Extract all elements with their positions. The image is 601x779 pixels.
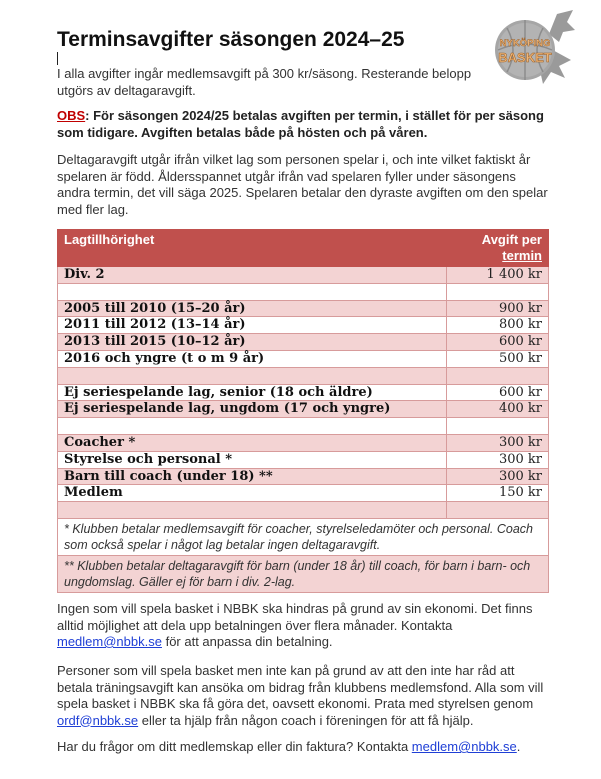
table-row: 2016 och yngre (t o m 9 år) 500 kr <box>58 350 549 367</box>
table-footnote-1: * Klubben betalar medlemsavgift för coacher, styrelseledamöter och personal. Coach som också spelar i något lag betalar ingen deltagaravgift. <box>58 518 549 555</box>
member-email-link[interactable]: medlem@nbbk.se <box>57 634 162 649</box>
page-title: Terminsavgifter säsongen 2024–25 <box>57 28 405 51</box>
table-row <box>58 502 549 519</box>
table-row: Ej seriespelande lag, ungdom (17 och yngre) 400 kr <box>58 401 549 418</box>
table-row: Ej seriespelande lag, senior (18 och äldre) 600 kr <box>58 384 549 401</box>
header-fee: Avgift per termin <box>446 230 548 267</box>
table-row <box>58 367 549 384</box>
table-row: 2011 till 2012 (13–14 år) 800 kr <box>58 317 549 334</box>
fund-paragraph: Personer som vill spela basket men inte kan på grund av att den inte har råd att betala träningsavgift kan ansöka om bidrag från klubbens medlemsfond. Alla som vill spela basket i NBBK ska få göra det, oavsett ekonomi. Prata med styrelsen genom ordf@nbbk.se eller ta hjälp från någon coach i föreningen för att få hjälp. <box>57 663 544 728</box>
table-row: 2013 till 2015 (10–12 år) 600 kr <box>58 334 549 351</box>
economy-paragraph: Ingen som vill spela basket i NBBK ska hindras på grund av sin ekonomi. Det finns alltid möjlighet att dela upp betalningen över flera månader. Kontakta medlem@nbbk.se för att anpassa din betalning. <box>57 601 533 649</box>
table-row: 2005 till 2010 (15–20 år) 900 kr <box>58 300 549 317</box>
table-row: Barn till coach (under 18) ** 300 kr <box>58 468 549 485</box>
obs-label: OBS <box>57 108 86 123</box>
obs-notice <box>57 108 547 141</box>
table-footnote-2: ** Klubben betalar deltagaravgift för barn (under 18 år) till coach, för barn i barn- och ungdomslag. Gäller ej för barn i div. 2-lag. <box>58 555 549 592</box>
chair-email-link[interactable]: ordf@nbbk.se <box>57 712 139 728</box>
intro-text: I alla avgifter ingår medlemsavgift på 300 kr/säsong. Resterande belopp utgörs av deltagaravgift. <box>57 66 472 98</box>
description-text: Deltagaravgift utgår ifrån vilket lag som personen spelar i, och inte vilket faktiskt år spelaren är född. Åldersspannet utgår ifrån vad spelaren fyller under säsongens andra termin, det vill säga 2025. Spelaren betalar den dyraste avgiften om den spelar med fler lag. <box>57 152 548 217</box>
table-header <box>58 230 549 267</box>
svg-text:BASKET: BASKET <box>498 50 552 65</box>
contact-paragraph: Har du frågor om ditt medlemskap eller din faktura? Kontakta medlem@nbbk.se. <box>57 739 521 754</box>
table-row <box>58 418 549 435</box>
svg-text:NYKÖPING: NYKÖPING <box>499 38 551 49</box>
table-row: Styrelse och personal * 300 kr <box>58 451 549 468</box>
text-cursor <box>57 52 58 65</box>
obs-text: : För säsongen 2024/25 betalas avgiften per termin, i stället för per säsong som tidigare. Avgiften betalas både på hösten och på våren. <box>57 108 544 140</box>
contact-email-link[interactable]: medlem@nbbk.se <box>411 739 517 754</box>
fee-table <box>57 229 549 593</box>
header-team: Lagtillhörighet <box>58 230 447 267</box>
table-row <box>58 283 549 300</box>
table-row: Coacher * 300 kr <box>58 434 549 451</box>
table-row: Medlem 150 kr <box>58 485 549 502</box>
club-logo-icon <box>487 8 577 92</box>
table-row: Div. 2 1 400 kr <box>58 267 549 284</box>
